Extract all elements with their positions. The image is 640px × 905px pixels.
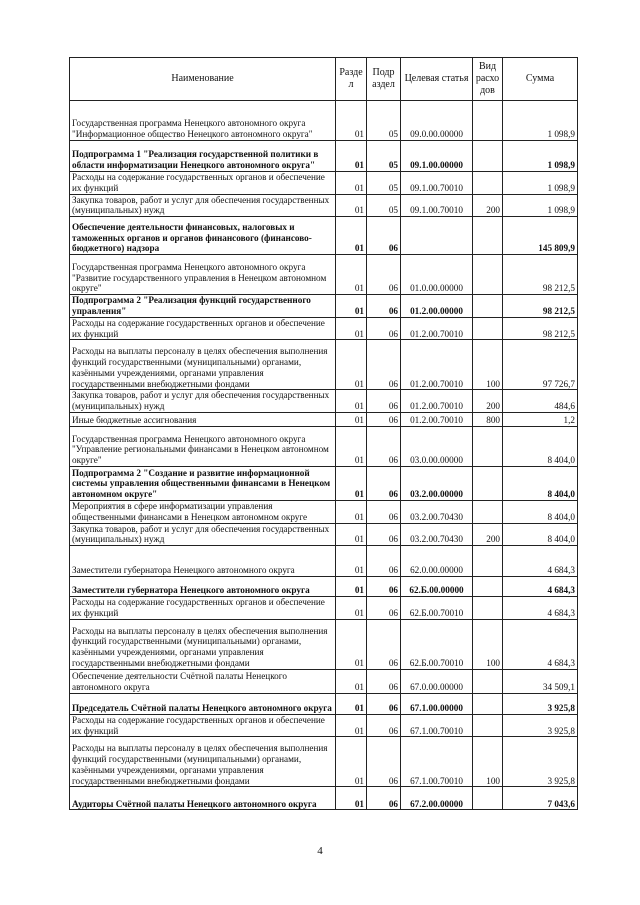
cell-name: Заместители губернатора Ненецкого автономного округа <box>70 546 336 577</box>
cell-name: Мероприятия в сфере информатизации управления общественными финансами в Ненецком автономном округе <box>70 500 336 523</box>
cell-razdel: 01 <box>336 500 367 523</box>
cell-target: 09.1.00.70010 <box>401 194 473 217</box>
cell-razdel: 01 <box>336 714 367 737</box>
cell-podrazdel: 06 <box>367 787 401 810</box>
cell-expense-type <box>473 141 503 172</box>
cell-podrazdel: 06 <box>367 390 401 413</box>
cell-sum: 1,2 <box>503 412 578 426</box>
cell-name: Государственная программа Ненецкого автономного округа "Информационное общество Ненецкого автономного округа" <box>70 101 336 141</box>
header-razdel: Разде л <box>336 58 367 101</box>
cell-expense-type <box>473 317 503 340</box>
cell-razdel: 01 <box>336 787 367 810</box>
table-header-row <box>70 58 578 101</box>
cell-name: Закупка товаров, работ и услуг для обеспечения государственных (муниципальных) нужд <box>70 523 336 546</box>
cell-target <box>401 217 473 255</box>
cell-razdel: 01 <box>336 693 367 714</box>
cell-expense-type: 100 <box>473 340 503 390</box>
cell-podrazdel: 06 <box>367 523 401 546</box>
header-podrazdel: Подр аздел <box>367 58 401 101</box>
cell-sum: 8 404,0 <box>503 523 578 546</box>
cell-razdel: 01 <box>336 255 367 295</box>
cell-target: 62.0.00.00000 <box>401 546 473 577</box>
table-row <box>70 500 578 523</box>
cell-target: 67.0.00.00000 <box>401 669 473 693</box>
cell-target: 01.2.00.70010 <box>401 340 473 390</box>
cell-name: Расходы на выплаты персоналу в целях обеспечения выполнения функций государственными (муниципальными) органами, казёнными учреждениями, органами управления государственными внебюджетными фондами <box>70 619 336 669</box>
cell-sum: 98 212,5 <box>503 317 578 340</box>
cell-podrazdel: 06 <box>367 340 401 390</box>
table-row <box>70 172 578 195</box>
cell-sum: 7 043,6 <box>503 787 578 810</box>
cell-expense-type <box>473 172 503 195</box>
cell-podrazdel: 05 <box>367 101 401 141</box>
cell-target: 03.2.00.00000 <box>401 466 473 500</box>
table-row <box>70 737 578 787</box>
cell-name: Аудиторы Счётной палаты Ненецкого автономного округа <box>70 787 336 810</box>
cell-podrazdel: 06 <box>367 693 401 714</box>
cell-podrazdel: 06 <box>367 577 401 597</box>
table-row <box>70 295 578 318</box>
cell-razdel: 01 <box>336 172 367 195</box>
cell-expense-type: 100 <box>473 737 503 787</box>
cell-name: Государственная программа Ненецкого автономного округа "Управление региональными финансами в Ненецком автономном округе" <box>70 426 336 466</box>
table-row <box>70 546 578 577</box>
cell-expense-type: 200 <box>473 194 503 217</box>
cell-expense-type <box>473 669 503 693</box>
cell-expense-type <box>473 546 503 577</box>
cell-podrazdel: 06 <box>367 295 401 318</box>
cell-razdel: 01 <box>336 217 367 255</box>
cell-podrazdel: 06 <box>367 500 401 523</box>
cell-sum: 8 404,0 <box>503 466 578 500</box>
cell-razdel: 01 <box>336 546 367 577</box>
cell-expense-type <box>473 255 503 295</box>
cell-name: Заместители губернатора Ненецкого автономного округа <box>70 577 336 597</box>
table-row <box>70 714 578 737</box>
cell-expense-type <box>473 597 503 620</box>
cell-target: 09.1.00.00000 <box>401 141 473 172</box>
cell-target: 01.0.00.00000 <box>401 255 473 295</box>
table-row <box>70 523 578 546</box>
cell-podrazdel: 06 <box>367 412 401 426</box>
cell-razdel: 01 <box>336 426 367 466</box>
cell-target: 01.2.00.70010 <box>401 390 473 413</box>
cell-podrazdel: 05 <box>367 141 401 172</box>
cell-sum: 484,6 <box>503 390 578 413</box>
cell-sum: 1 098,9 <box>503 101 578 141</box>
cell-name: Расходы на содержание государственных органов и обеспечение их функций <box>70 172 336 195</box>
cell-target: 67.1.00.70010 <box>401 737 473 787</box>
cell-podrazdel: 06 <box>367 426 401 466</box>
table-body <box>70 101 578 810</box>
cell-sum: 1 098,9 <box>503 172 578 195</box>
table-row <box>70 390 578 413</box>
cell-sum: 3 925,8 <box>503 714 578 737</box>
cell-name: Подпрограмма 2 "Реализация функций государственного управления" <box>70 295 336 318</box>
cell-target: 67.1.00.70010 <box>401 714 473 737</box>
cell-razdel: 01 <box>336 577 367 597</box>
cell-name: Подпрограмма 2 "Создание и развитие информационной системы управления общественными финансами в Ненецком автономном округе" <box>70 466 336 500</box>
cell-target: 01.2.00.70010 <box>401 412 473 426</box>
cell-podrazdel: 06 <box>367 737 401 787</box>
table-row <box>70 141 578 172</box>
cell-name: Иные бюджетные ассигнования <box>70 412 336 426</box>
cell-razdel: 01 <box>336 597 367 620</box>
cell-target: 03.2.00.70430 <box>401 500 473 523</box>
cell-razdel: 01 <box>336 669 367 693</box>
cell-target: 03.0.00.00000 <box>401 426 473 466</box>
cell-name: Расходы на содержание государственных органов и обеспечение их функций <box>70 597 336 620</box>
table-row <box>70 217 578 255</box>
cell-sum: 4 684,3 <box>503 546 578 577</box>
cell-expense-type <box>473 500 503 523</box>
cell-razdel: 01 <box>336 390 367 413</box>
table-row <box>70 577 578 597</box>
cell-sum: 98 212,5 <box>503 295 578 318</box>
cell-target: 67.1.00.00000 <box>401 693 473 714</box>
cell-expense-type <box>473 693 503 714</box>
table-row <box>70 619 578 669</box>
cell-target: 62.Б.00.70010 <box>401 619 473 669</box>
cell-expense-type <box>473 217 503 255</box>
page-number: 4 <box>317 845 323 857</box>
cell-razdel: 01 <box>336 141 367 172</box>
table-row <box>70 597 578 620</box>
cell-podrazdel: 06 <box>367 255 401 295</box>
cell-name: Закупка товаров, работ и услуг для обеспечения государственных (муниципальных) нужд <box>70 194 336 217</box>
header-sum: Сумма <box>503 58 578 101</box>
cell-sum: 3 925,8 <box>503 693 578 714</box>
cell-razdel: 01 <box>336 295 367 318</box>
cell-target: 01.2.00.70010 <box>401 317 473 340</box>
table-row <box>70 101 578 141</box>
cell-podrazdel: 05 <box>367 172 401 195</box>
cell-razdel: 01 <box>336 523 367 546</box>
cell-expense-type <box>473 466 503 500</box>
cell-sum: 8 404,0 <box>503 426 578 466</box>
cell-name: Расходы на выплаты персоналу в целях обеспечения выполнения функций государственными (муниципальными) органами, казёнными учреждениями, органами управления государственными внебюджетными фондами <box>70 737 336 787</box>
cell-expense-type <box>473 101 503 141</box>
cell-sum: 4 684,3 <box>503 577 578 597</box>
cell-expense-type: 200 <box>473 390 503 413</box>
cell-target: 09.1.00.70010 <box>401 172 473 195</box>
cell-expense-type: 100 <box>473 619 503 669</box>
cell-target: 03.2.00.70430 <box>401 523 473 546</box>
cell-target: 62.Б.00.70010 <box>401 597 473 620</box>
cell-podrazdel: 05 <box>367 194 401 217</box>
cell-sum: 8 404,0 <box>503 500 578 523</box>
table-row <box>70 466 578 500</box>
cell-podrazdel: 06 <box>367 597 401 620</box>
cell-name: Обеспечение деятельности Счётной палаты Ненецкого автономного округа <box>70 669 336 693</box>
header-name: Наименование <box>70 58 336 101</box>
cell-razdel: 01 <box>336 194 367 217</box>
table-row <box>70 340 578 390</box>
cell-expense-type <box>473 714 503 737</box>
cell-podrazdel: 06 <box>367 714 401 737</box>
cell-name: Закупка товаров, работ и услуг для обеспечения государственных (муниципальных) нужд <box>70 390 336 413</box>
cell-razdel: 01 <box>336 317 367 340</box>
cell-podrazdel: 06 <box>367 669 401 693</box>
cell-podrazdel: 06 <box>367 466 401 500</box>
cell-target: 62.Б.00.00000 <box>401 577 473 597</box>
cell-sum: 98 212,5 <box>503 255 578 295</box>
cell-expense-type <box>473 787 503 810</box>
cell-razdel: 01 <box>336 466 367 500</box>
cell-razdel: 01 <box>336 737 367 787</box>
cell-name: Обеспечение деятельности финансовых, налоговых и таможенных органов и органов финансового (финансово-бюджетного) надзора <box>70 217 336 255</box>
cell-razdel: 01 <box>336 619 367 669</box>
cell-sum: 34 509,1 <box>503 669 578 693</box>
cell-sum: 4 684,3 <box>503 619 578 669</box>
cell-name: Расходы на содержание государственных органов и обеспечение их функций <box>70 317 336 340</box>
cell-podrazdel: 06 <box>367 317 401 340</box>
budget-table <box>69 57 578 810</box>
cell-target: 67.2.00.00000 <box>401 787 473 810</box>
table-row <box>70 317 578 340</box>
cell-name: Расходы на выплаты персоналу в целях обеспечения выполнения функций государственными (муниципальными) органами, казёнными учреждениями, органами управления государственными внебюджетными фондами <box>70 340 336 390</box>
cell-podrazdel: 06 <box>367 217 401 255</box>
cell-sum: 3 925,8 <box>503 737 578 787</box>
cell-razdel: 01 <box>336 101 367 141</box>
header-target-article: Целевая статья <box>401 58 473 101</box>
table-row <box>70 693 578 714</box>
cell-target: 01.2.00.00000 <box>401 295 473 318</box>
cell-podrazdel: 06 <box>367 619 401 669</box>
cell-sum: 1 098,9 <box>503 141 578 172</box>
cell-sum: 1 098,9 <box>503 194 578 217</box>
cell-name: Председатель Счётной палаты Ненецкого автономного округа <box>70 693 336 714</box>
cell-name: Государственная программа Ненецкого автономного округа "Развитие государственного управления в Ненецком автономном округе" <box>70 255 336 295</box>
cell-razdel: 01 <box>336 340 367 390</box>
table-row <box>70 255 578 295</box>
table-row <box>70 426 578 466</box>
cell-razdel: 01 <box>336 412 367 426</box>
cell-sum: 4 684,3 <box>503 597 578 620</box>
cell-expense-type <box>473 426 503 466</box>
cell-sum: 145 809,9 <box>503 217 578 255</box>
cell-name: Расходы на содержание государственных органов и обеспечение их функций <box>70 714 336 737</box>
cell-target: 09.0.00.00000 <box>401 101 473 141</box>
cell-expense-type: 200 <box>473 523 503 546</box>
cell-expense-type <box>473 295 503 318</box>
header-expense-type: Вид расхо дов <box>473 58 503 101</box>
cell-name: Подпрограмма 1 "Реализация государственной политики в области информатизации Ненецкого автономного округа" <box>70 141 336 172</box>
table-row <box>70 787 578 810</box>
table-row <box>70 669 578 693</box>
cell-expense-type: 800 <box>473 412 503 426</box>
table-row <box>70 412 578 426</box>
cell-podrazdel: 06 <box>367 546 401 577</box>
table-row <box>70 194 578 217</box>
cell-sum: 97 726,7 <box>503 340 578 390</box>
cell-expense-type <box>473 577 503 597</box>
